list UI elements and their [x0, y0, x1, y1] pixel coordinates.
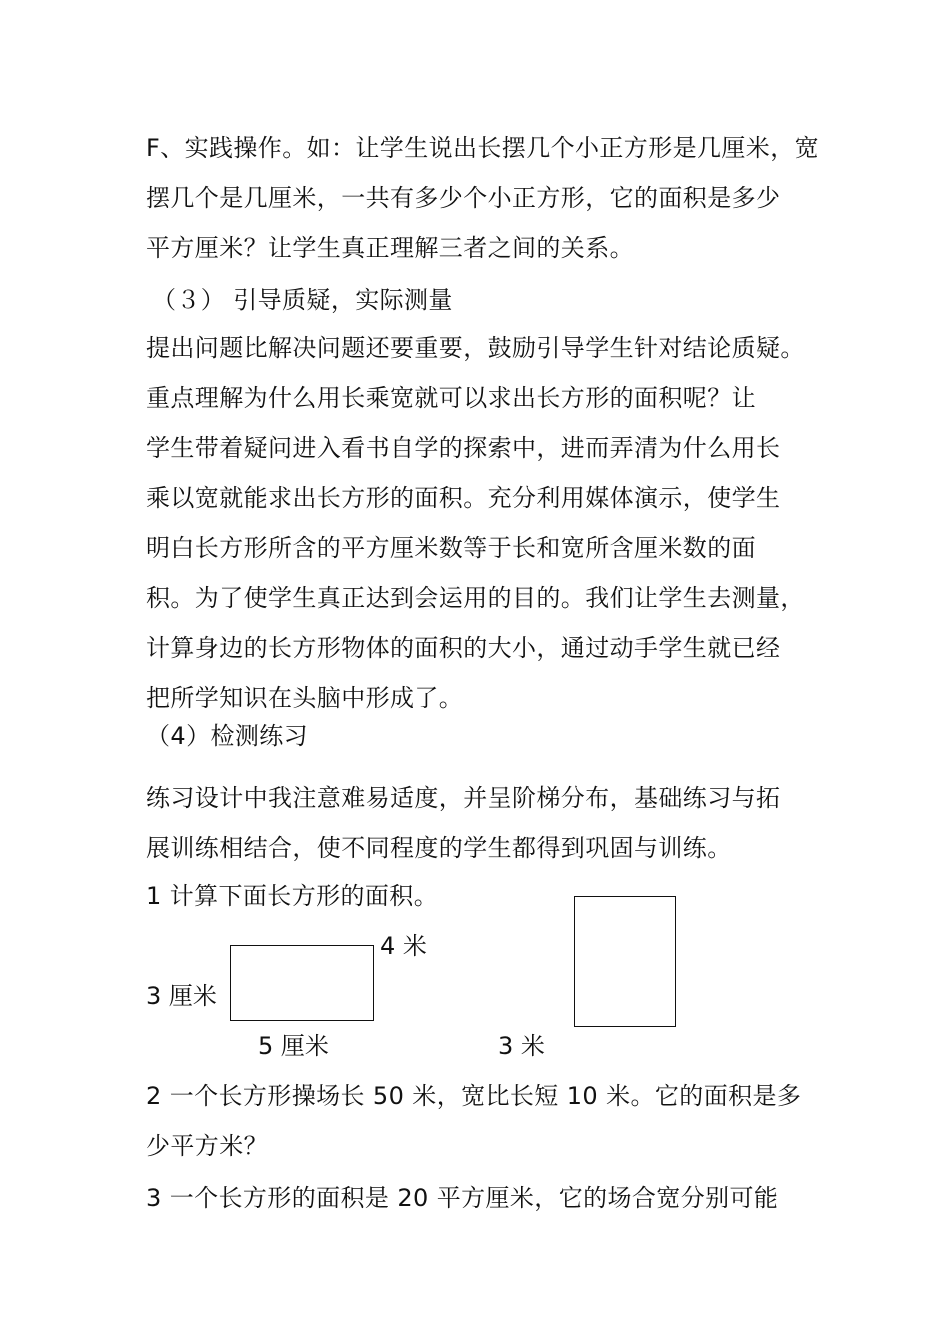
- paragraph-line: 提出问题比解决问题还要重要，鼓励引导学生针对结论质疑。: [146, 334, 805, 362]
- section-heading-4: （4）检测练习: [146, 722, 309, 750]
- paragraph-line: 学生带着疑问进入看书自学的探索中，进而弄清为什么用长: [146, 434, 781, 462]
- exercise-question-2-line: 少平方米？: [146, 1132, 268, 1160]
- exercise-question-3: 3 一个长方形的面积是 20 平方厘米，它的场合宽分别可能: [146, 1184, 779, 1212]
- rectangle-2: [574, 896, 676, 1027]
- rectangle-2-width-label: 3 米: [498, 1032, 545, 1060]
- paragraph-line: 乘以宽就能求出长方形的面积。充分利用媒体演示，使学生: [146, 484, 781, 512]
- paragraph-line: 重点理解为什么用长乘宽就可以求出长方形的面积呢？让: [146, 384, 756, 412]
- paragraph-line: 积。为了使学生真正达到会运用的目的。我们让学生去测量，: [146, 584, 805, 612]
- rectangle-1-height-label: 3 厘米: [146, 982, 217, 1010]
- paragraph-line: F、实践操作。如：让学生说出长摆几个小正方形是几厘米，宽: [146, 134, 820, 162]
- paragraph-line: 展训练相结合，使不同程度的学生都得到巩固与训练。: [146, 834, 732, 862]
- rectangle-1: [230, 945, 374, 1021]
- paragraph-line: 练习设计中我注意难易适度，并呈阶梯分布，基础练习与拓: [146, 784, 781, 812]
- exercise-question-1: 1 计算下面长方形的面积。: [146, 882, 439, 910]
- paragraph-line: 平方厘米？让学生真正理解三者之间的关系。: [146, 234, 634, 262]
- rectangle-1-width-label: 5 厘米: [258, 1032, 329, 1060]
- exercise-question-2-line: 2 一个长方形操场长 50 米，宽比长短 10 米。它的面积是多: [146, 1082, 802, 1110]
- paragraph-line: 计算身边的长方形物体的面积的大小，通过动手学生就已经: [146, 634, 781, 662]
- section-heading-3: （３） 引导质疑，实际测量: [152, 286, 453, 314]
- paragraph-line: 把所学知识在头脑中形成了。: [146, 684, 464, 712]
- paragraph-line: 明白长方形所含的平方厘米数等于长和宽所含厘米数的面: [146, 534, 756, 562]
- rectangle-2-height-label: 4 米: [380, 932, 427, 960]
- paragraph-line: 摆几个是几厘米，一共有多少个小正方形，它的面积是多少: [146, 184, 781, 212]
